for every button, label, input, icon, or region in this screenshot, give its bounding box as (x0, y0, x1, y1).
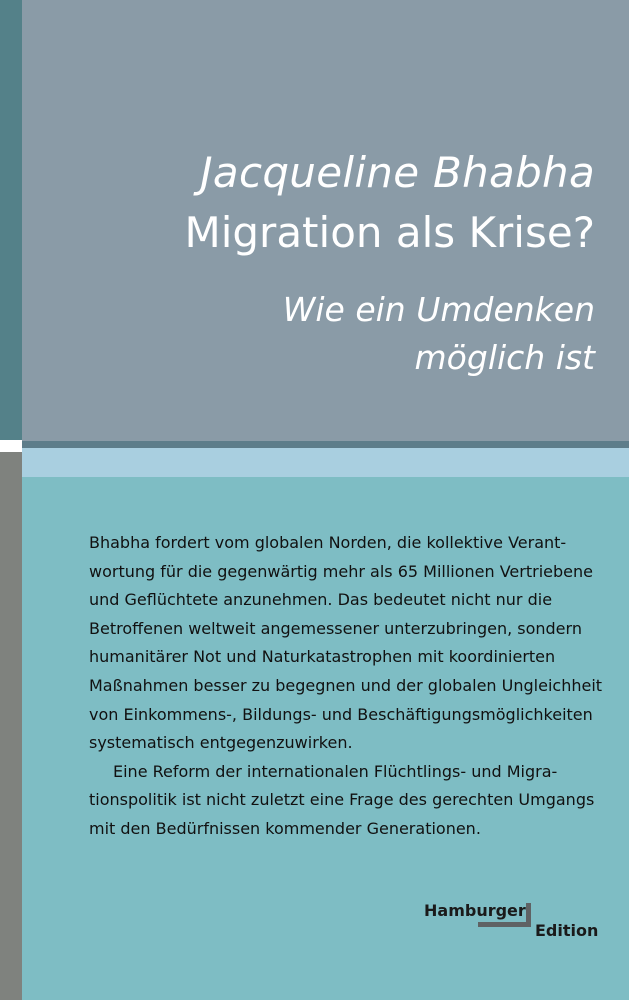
blurb-line: und Geflüchtete anzunehmen. Das bedeutet nicht nur die (89, 590, 553, 610)
publisher-logo (424, 901, 604, 951)
divider-line (22, 441, 629, 448)
blurb-line: systematisch entgegenzuwirken. (89, 733, 353, 753)
publisher-name-line1: Hamburger (424, 901, 526, 920)
logo-bracket-horizontal (478, 922, 531, 927)
blurb-line: tionspolitik ist nicht zuletzt eine Frage des gerechten Umgangs (89, 790, 595, 810)
blurb-line: Eine Reform der internationalen Flüchtlings- und Migra- (113, 761, 558, 781)
blurb-line: wortung für die gegenwärtig mehr als 65 Millionen Vertriebene (89, 561, 593, 581)
book-author: Jacqueline Bhabha (200, 148, 595, 197)
publisher-name-line2: Edition (535, 921, 599, 940)
blurb-line: Maßnahmen besser zu begegnen und der globalen Ungleichheit (89, 675, 603, 695)
blurb-line: von Einkommens-, Bildungs- und Beschäftigungsmöglichkeiten (89, 704, 593, 724)
divider-band (22, 448, 629, 477)
blurb-line: mit den Bedürfnissen kommender Generationen. (89, 818, 481, 838)
blurb-line: Bhabha fordert vom globalen Norden, die kollektive Verant- (89, 533, 567, 552)
spine-strip-divider (0, 440, 22, 452)
book-subtitle (155, 286, 595, 382)
subtitle-line: möglich ist (414, 338, 595, 377)
blurb-line: humanitärer Not und Naturkatastrophen mit koordinierten (89, 647, 556, 667)
spine-strip-bottom (0, 452, 22, 1000)
blurb-line: Betroffenen weltweit angemessener unterzubringen, sondern (89, 618, 582, 638)
subtitle-line: Wie ein Umdenken (282, 290, 595, 329)
logo-bracket-vertical (526, 903, 531, 927)
spine-strip-top (0, 0, 22, 440)
book-title: Migration als Krise? (184, 208, 595, 257)
back-cover-blurb (89, 529, 603, 844)
